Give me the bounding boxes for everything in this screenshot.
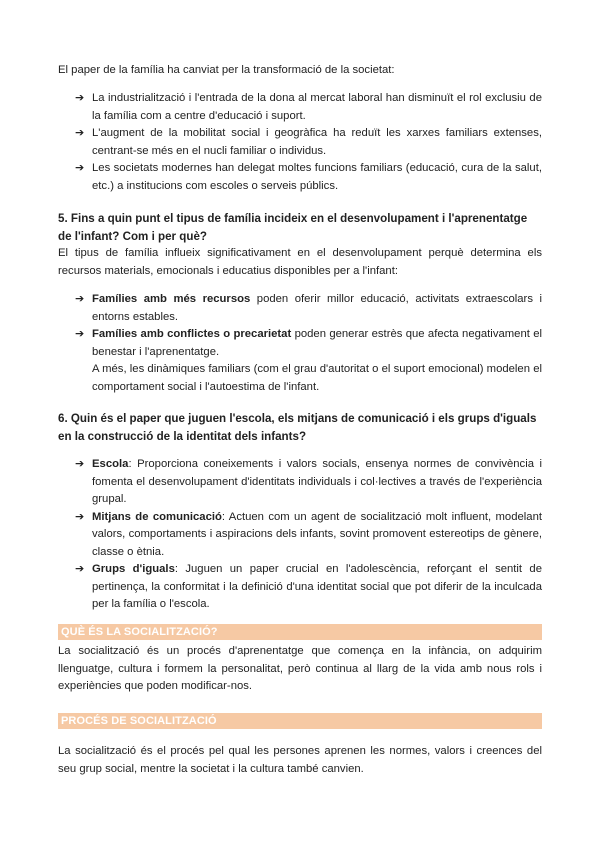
section-heading-proces: PROCÉS DE SOCIALITZACIÓ <box>58 713 542 729</box>
question-5-bullet-list <box>58 291 542 396</box>
arrow-icon: ➔ <box>75 293 85 305</box>
list-item: ➔ L'augment de la mobilitat social i geogràfica ha reduït les xarxes familiars extenses, centrant-se més en el nucli familiar o individus. <box>75 127 542 157</box>
question-5-text: El tipus de família influeix significativament en el desenvolupament perquè determina els recursos materials, emocionals i educatius disponibles per a l'infant: <box>58 247 542 277</box>
section-heading-socialitzacio: QUÈ ÉS LA SOCIALITZACIÓ? <box>58 624 542 640</box>
arrow-icon: ➔ <box>75 92 85 104</box>
arrow-icon: ➔ <box>75 162 85 174</box>
list-item: ➔ Les societats modernes han delegat moltes funcions familiars (educació, cura de la salut, etc.) a institucions com escoles o serveis públics. <box>75 162 542 192</box>
arrow-icon: ➔ <box>75 328 85 340</box>
intro-bullet-list <box>58 90 542 195</box>
arrow-icon: ➔ <box>75 127 85 139</box>
proces-paragraph: La socialització és el procés pel qual les persones aprenen les normes, valors i creences del seu grup social, mentre la societat i la cultura també canvien. <box>58 745 542 775</box>
arrow-icon: ➔ <box>75 563 85 575</box>
list-item: ➔ La industrialització i l'entrada de la dona al mercat laboral han disminuït el rol exclusiu de la família com a centre d'educació i suport. <box>75 92 542 122</box>
question-5-extra-text: A més, les dinàmiques familiars (com el grau d'autoritat o el suport emocional) modelen el comportament social i l'autoestima de l'infant. <box>92 363 542 393</box>
list-item: ➔ Escola: Proporciona coneixements i valors socials, ensenya normes de convivència i fomenta el desenvolupament d'identitats individuals i col·lectives a través de l'experiència grupal. <box>75 458 542 505</box>
list-item: ➔ Famílies amb més recursos poden oferir millor educació, activitats extraescolars i entorns estables. <box>75 293 542 323</box>
arrow-icon: ➔ <box>75 458 85 470</box>
question-6-bullet-list <box>58 456 542 614</box>
question-5-title: 5. Fins a quin punt el tipus de família incideix en el desenvolupament i l'aprenentatge de l'infant? Com i per què? <box>58 212 528 243</box>
arrow-icon: ➔ <box>75 510 85 523</box>
socialitzacio-paragraph: La socialització és un procés d'aprenentatge que comença en la infància, on adquirim llenguatge, cultura i formem la personalitat, però continua al llarg de la vida amb nous rols i experiències que poden modificar-nos. <box>58 645 542 692</box>
list-item: ➔ Famílies amb conflictes o precarietat poden generar estrès que afecta negativament el benestar i l'aprenentatge. A més, les dinàmiques familiars (com el grau d'autoritat o el suport emocional) modelen el comportament social i l'autoestima de l'infant. <box>58 326 542 396</box>
intro-paragraph: El paper de la família ha canviat per la transformació de la societat: <box>58 64 395 76</box>
list-item: ➔ Grups d'iguals: Juguen un paper crucial en l'adolescència, reforçant el sentit de pertinença, la conformitat i la definició d'una identitat social que pot diferir de la inculcada per la família o l'escola. <box>75 563 542 610</box>
list-item: ➔ Mitjans de comunicació: Actuen com un agent de socialització molt influent, modelant valors, comportaments i aspiracions dels infants, sovint promovent estereotips de gènere, classe o ètnia. <box>75 510 542 558</box>
question-6-title: 6. Quin és el paper que juguen l'escola, els mitjans de comunicació i els grups d'iguals en la construcció de la identitat dels infants? <box>58 412 537 443</box>
